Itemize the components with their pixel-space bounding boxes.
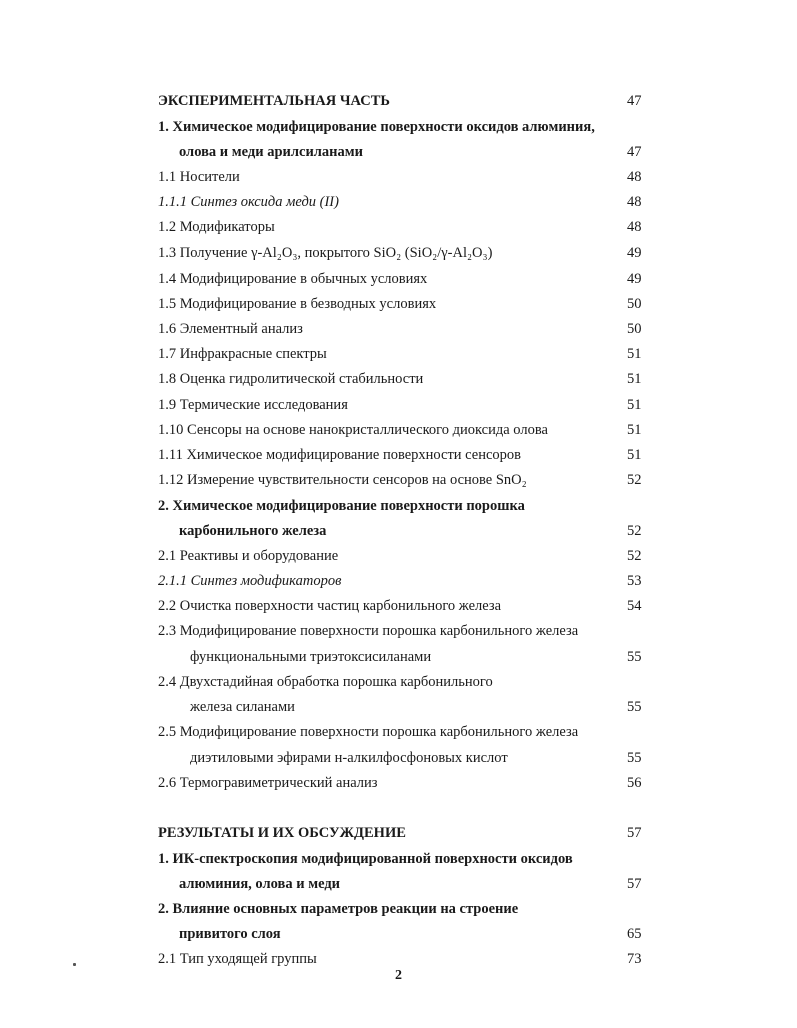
- toc-entry: [0, 268, 797, 290]
- toc-entry-title: диэтиловыми эфирами н-алкилфосфоновых кислот: [190, 750, 508, 766]
- toc-entry: [0, 242, 797, 264]
- toc-entry-page: 48: [627, 219, 642, 235]
- toc-entry-page: 50: [627, 296, 642, 312]
- toc-entry-title: 2. Влияние основных параметров реакции на строение: [158, 901, 519, 917]
- toc-entry-title: 1.10 Сенсоры на основе нанокристаллического диоксида олова: [158, 422, 548, 438]
- toc-entry: [0, 873, 797, 895]
- toc-entry-page: 50: [627, 321, 642, 337]
- toc-entry: [0, 419, 797, 441]
- toc-entry-page: 55: [627, 649, 642, 665]
- toc-entry-title: карбонильного железа: [179, 523, 327, 539]
- toc-entry: [0, 948, 797, 970]
- toc-entry-title: 1.9 Термические исследования: [158, 397, 348, 413]
- toc-entry-title: 2.6 Термогравиметрический анализ: [158, 775, 378, 791]
- toc-entry-page: 51: [627, 447, 642, 463]
- toc-entry: [0, 116, 797, 138]
- toc-section-heading: РЕЗУЛЬТАТЫ И ИХ ОБСУЖДЕНИЕ: [158, 825, 406, 841]
- toc-entry-page: 51: [627, 371, 642, 387]
- toc-entry-title: 2.1 Реактивы и оборудование: [158, 548, 339, 564]
- toc-entry-page: 57: [627, 825, 642, 841]
- toc-entry-page: 51: [627, 422, 642, 438]
- toc-entry: [0, 595, 797, 617]
- toc-entry-page: 56: [627, 775, 642, 791]
- toc-entry-title: 1.2 Модификаторы: [158, 219, 275, 235]
- toc-entry-title: олова и меди арилсиланами: [179, 144, 364, 160]
- toc-entry-page: 48: [627, 169, 642, 185]
- toc-entry-page: 49: [627, 245, 642, 261]
- toc-entry: [0, 166, 797, 188]
- toc-entry: [0, 520, 797, 542]
- toc-entry-page: 53: [627, 573, 642, 589]
- toc-entry: [0, 495, 797, 517]
- toc-entry-page: 51: [627, 346, 642, 362]
- toc-entry-title: алюминия, олова и меди: [179, 876, 341, 892]
- toc-entry-title: 1.3 Получение γ-Al₂O₃, покрытого SiO₂ (SiO₂/γ-Al₂O₃): [158, 245, 493, 261]
- toc-entry: [0, 318, 797, 340]
- toc-entry-title: 2.1 Тип уходящей группы: [158, 951, 317, 967]
- toc-entry-title: привитого слоя: [179, 926, 281, 942]
- toc-entry-title: 2.5 Модифицирование поверхности порошка карбонильного железа: [158, 724, 579, 740]
- toc-entry-title: 1.5 Модифицирование в безводных условиях: [158, 296, 437, 312]
- scan-speck: [73, 963, 76, 966]
- toc-entry-title: 1. ИК-спектроскопия модифицированной поверхности оксидов: [158, 851, 573, 867]
- toc-entry-title: 2.3 Модифицирование поверхности порошка карбонильного железа: [158, 623, 579, 639]
- toc-entry: [0, 216, 797, 238]
- toc-entry: [0, 620, 797, 642]
- toc-entry: [0, 293, 797, 315]
- toc-entry: [0, 368, 797, 390]
- toc-entry: [0, 191, 797, 213]
- toc-entry-page: 49: [627, 271, 642, 287]
- toc-entry: [0, 671, 797, 693]
- toc-entry-title: 1.4 Модифицирование в обычных условиях: [158, 271, 428, 287]
- toc-entry: [0, 646, 797, 668]
- toc-entry-title: 1.8 Оценка гидролитической стабильности: [158, 371, 424, 387]
- toc-entry-title: 1.12 Измерение чувствительности сенсоров на основе SnO₂: [158, 472, 527, 488]
- toc-entry-title: 1.6 Элементный анализ: [158, 321, 303, 337]
- toc-entry-page: 54: [627, 598, 642, 614]
- toc-entry-page: 57: [627, 876, 642, 892]
- toc-entry: [0, 772, 797, 794]
- toc-entry: [0, 822, 797, 844]
- toc-entry-title: 2. Химическое модифицирование поверхности порошка: [158, 498, 525, 514]
- toc-entry: [0, 343, 797, 365]
- toc-entry-page: 55: [627, 699, 642, 715]
- toc-entry-title: 1. Химическое модифицирование поверхности оксидов алюминия,: [158, 119, 595, 135]
- toc-entry-title: 1.11 Химическое модифицирование поверхности сенсоров: [158, 447, 522, 463]
- toc-entry-page: 73: [627, 951, 642, 967]
- toc-entry-page: 51: [627, 397, 642, 413]
- toc-entry: [0, 394, 797, 416]
- toc-entry: [0, 141, 797, 163]
- toc-entry: [0, 848, 797, 870]
- toc-entry-title: 2.1.1 Синтез модификаторов: [158, 573, 342, 589]
- toc-entry-page: 52: [627, 472, 642, 488]
- toc-entry: [0, 570, 797, 592]
- toc-entry-page: 48: [627, 194, 642, 210]
- toc-entry: [0, 90, 797, 112]
- toc-entry-page: 55: [627, 750, 642, 766]
- toc-entry: [0, 545, 797, 567]
- toc-entry-page: 47: [627, 93, 642, 109]
- toc-entry-page: 65: [627, 926, 642, 942]
- toc-entry-page: 52: [627, 523, 642, 539]
- toc-entry-page: 47: [627, 144, 642, 160]
- toc-entry: [0, 469, 797, 491]
- toc-entry: [0, 923, 797, 945]
- toc-entry-title: 1.1.1 Синтез оксида меди (II): [158, 194, 339, 210]
- toc-entry-title: 2.4 Двухстадийная обработка порошка карбонильного: [158, 674, 493, 690]
- toc-entry-title: 2.2 Очистка поверхности частиц карбонильного железа: [158, 598, 502, 614]
- toc-entry: [0, 721, 797, 743]
- toc-entry-title: 1.1 Носители: [158, 169, 240, 185]
- page-number: 2: [395, 968, 402, 983]
- toc-section-heading: ЭКСПЕРИМЕНТАЛЬНАЯ ЧАСТЬ: [158, 93, 390, 109]
- toc-entry-title: функциональными триэтоксисиланами: [190, 649, 432, 665]
- toc-entry: [0, 444, 797, 466]
- toc-entry: [0, 898, 797, 920]
- toc-entry: [0, 696, 797, 718]
- toc-entry-page: 52: [627, 548, 642, 564]
- toc-entry-title: 1.7 Инфракрасные спектры: [158, 346, 327, 362]
- toc-entry-title: железа силанами: [190, 699, 295, 715]
- toc-entry: [0, 747, 797, 769]
